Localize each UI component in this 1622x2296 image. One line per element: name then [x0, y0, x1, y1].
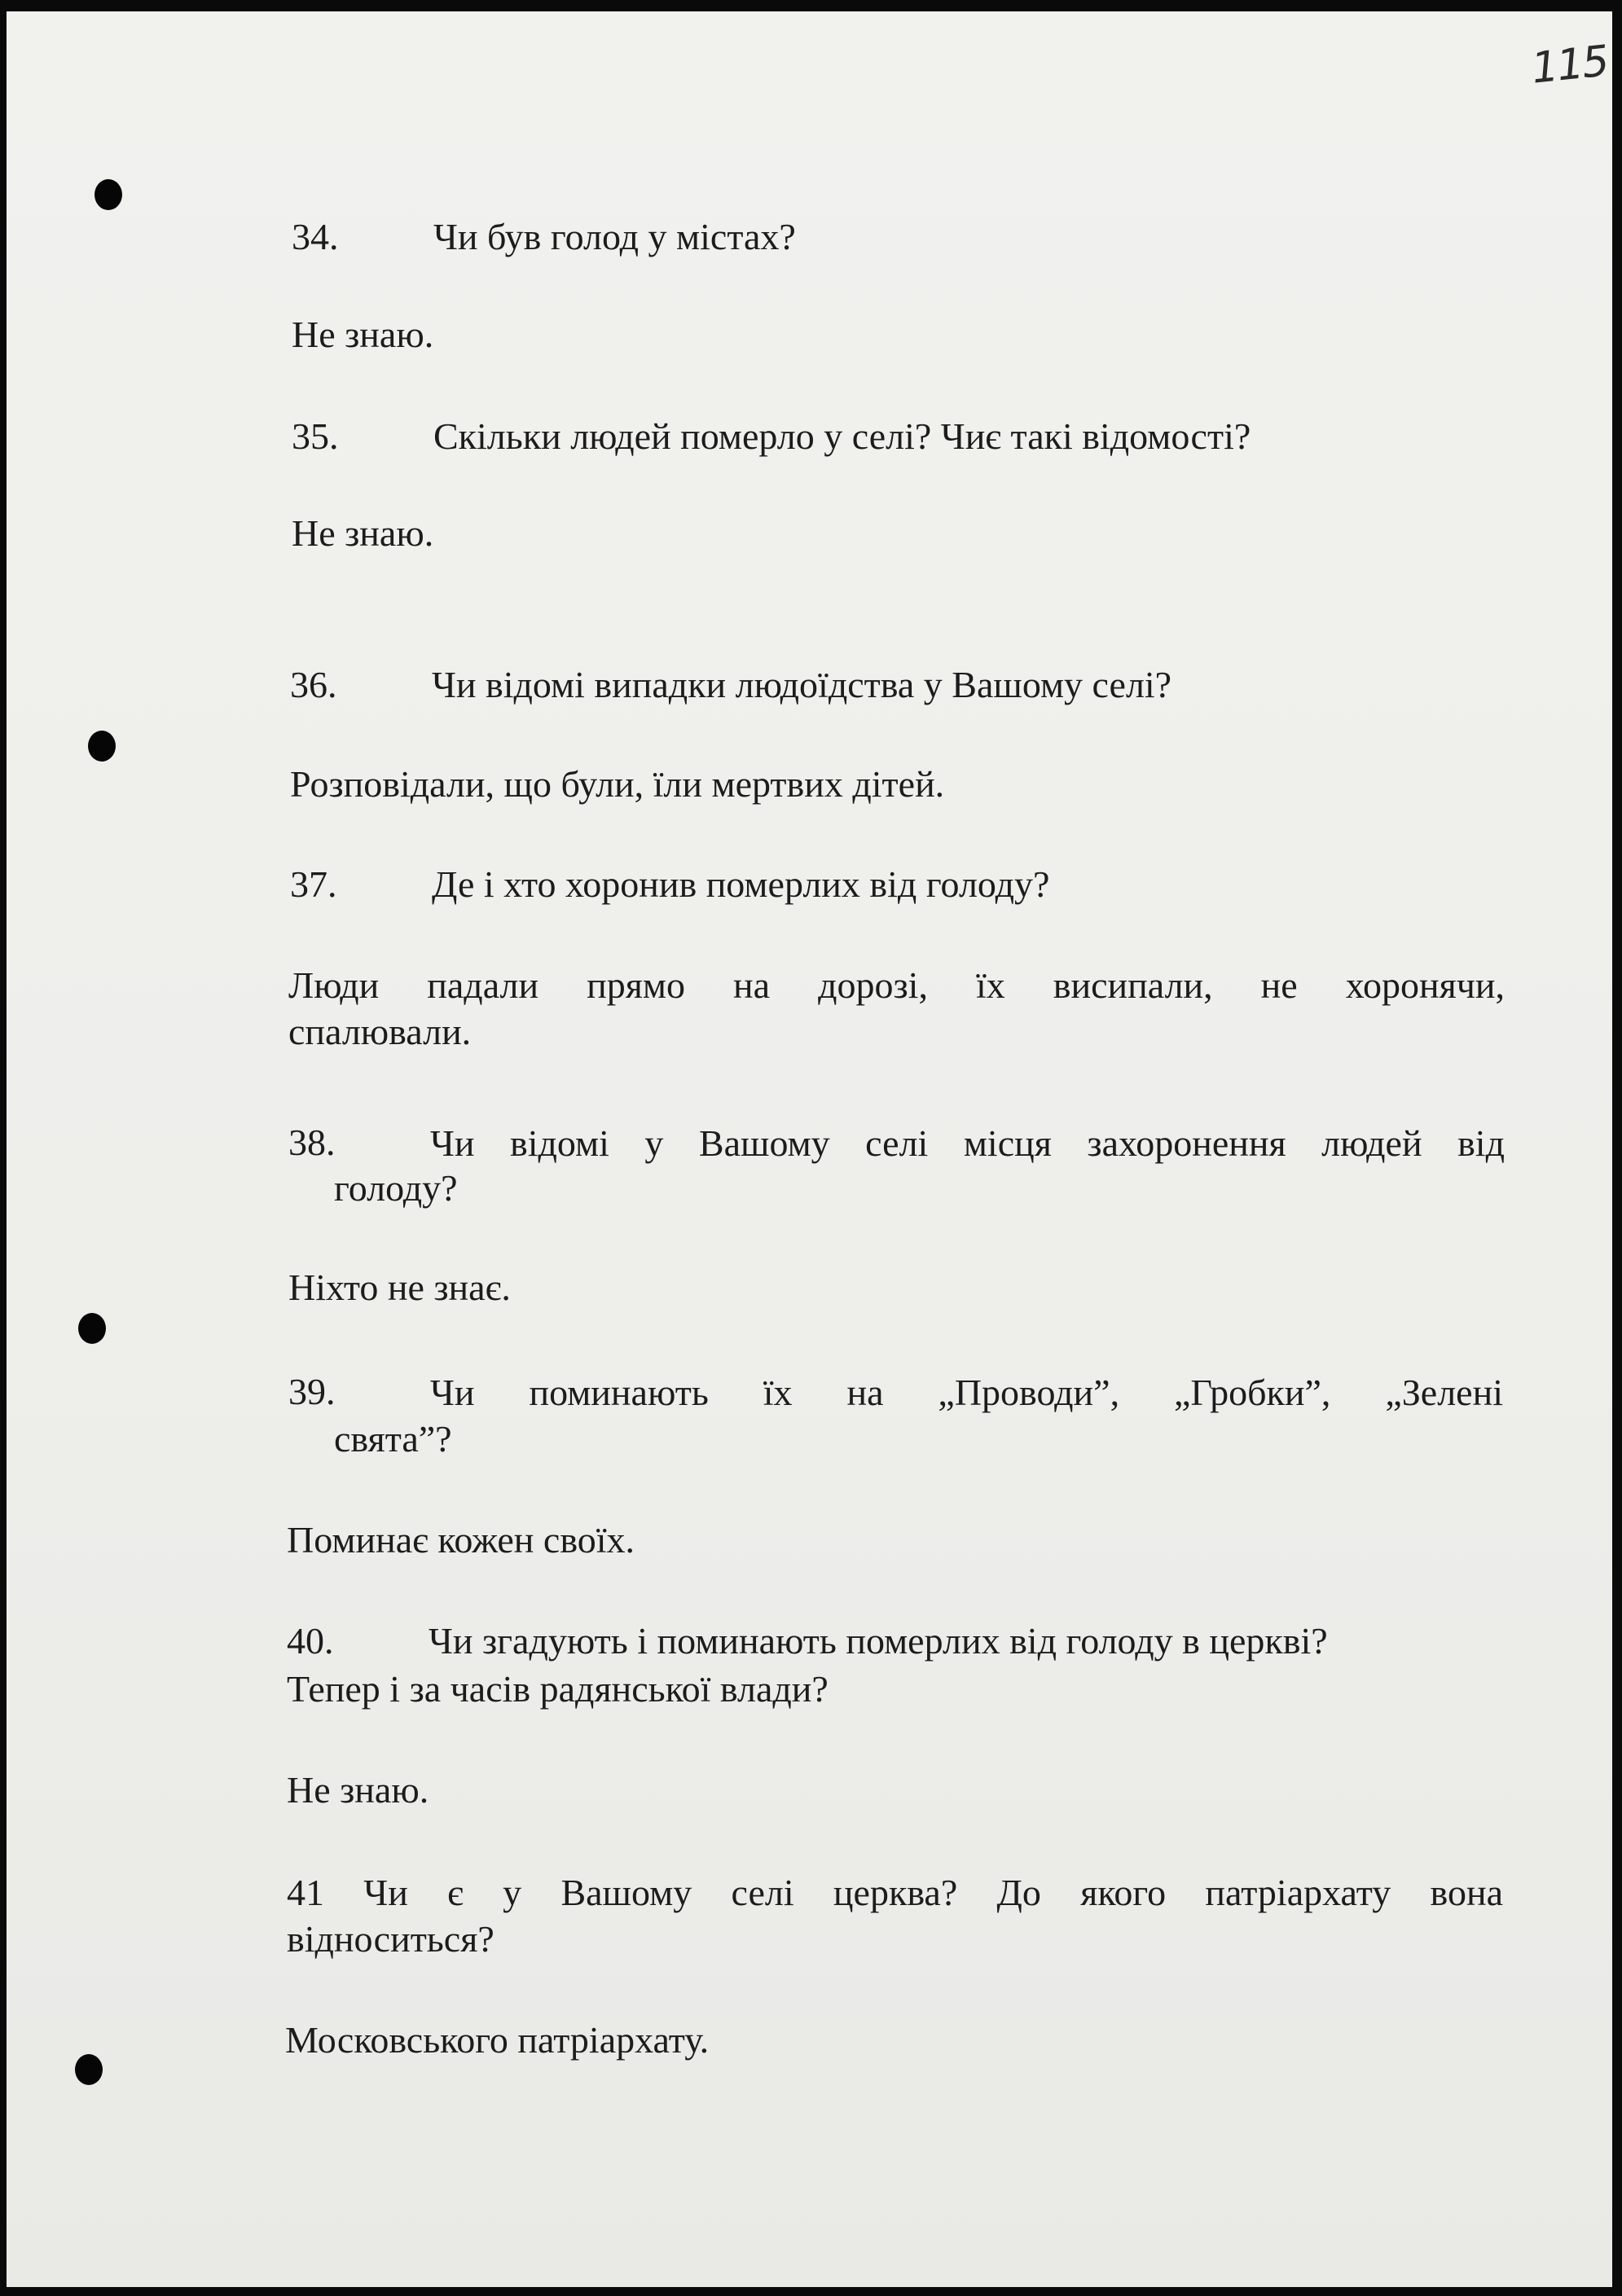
answer-text: Московського патріархату.: [285, 2019, 710, 2061]
question-text-line: Чи відомі у Вашому селі місця захоронення людей від: [430, 1122, 1505, 1164]
answer-text-line: спалювали.: [288, 1011, 472, 1052]
question-number: 35.: [292, 415, 339, 457]
question-text: Чи відомі випадки людоїдства у Вашому селі?: [432, 664, 1172, 705]
answer-text: Ніхто не знає.: [288, 1267, 511, 1308]
question-number: 37.: [290, 863, 337, 905]
answer-text: Не знаю.: [292, 314, 434, 355]
question-number: 36.: [290, 664, 337, 705]
question-text-line: свята”?: [334, 1418, 452, 1460]
answer-text-line: Люди падали прямо на дорозі, їх висипали, не хоронячи,: [288, 964, 1505, 1006]
question-text: Чи був голод у містах?: [433, 216, 796, 257]
punch-hole: [88, 731, 116, 762]
question-text-line: голоду?: [334, 1167, 458, 1209]
question-text: Скільки людей померло у селі? Чиє такі відомості?: [433, 415, 1251, 457]
answer-text: Не знаю.: [292, 512, 434, 554]
punch-hole: [75, 2054, 103, 2085]
question-text-line: відноситься?: [287, 1918, 495, 1960]
answer-text: Не знаю.: [287, 1769, 429, 1811]
answer-text: Розповідали, що були, їли мертвих дітей.: [290, 763, 945, 805]
question-number: 38.: [288, 1122, 336, 1163]
punch-hole: [95, 179, 122, 210]
document-page: [7, 11, 1612, 2287]
punch-hole: [78, 1313, 106, 1344]
question-text-line: Чи згадують і поминають померлих від голоду в церкві?: [429, 1620, 1328, 1662]
handwritten-page-number: 115: [1529, 37, 1611, 94]
question-text: Де і хто хоронив померлих від голоду?: [432, 863, 1050, 905]
question-text-line: Тепер і за часів радянської влади?: [287, 1668, 829, 1710]
question-number: 34.: [292, 216, 339, 257]
question-number: 40.: [287, 1620, 334, 1662]
question-number: 39.: [288, 1371, 336, 1412]
question-text-line: 41 Чи є у Вашому селі церква? До якого патріархату вона: [287, 1872, 1503, 1913]
answer-text: Поминає кожен своїх.: [287, 1519, 635, 1561]
question-text-line: Чи поминають їх на „Проводи”, „Гробки”, „Зелені: [430, 1372, 1503, 1413]
